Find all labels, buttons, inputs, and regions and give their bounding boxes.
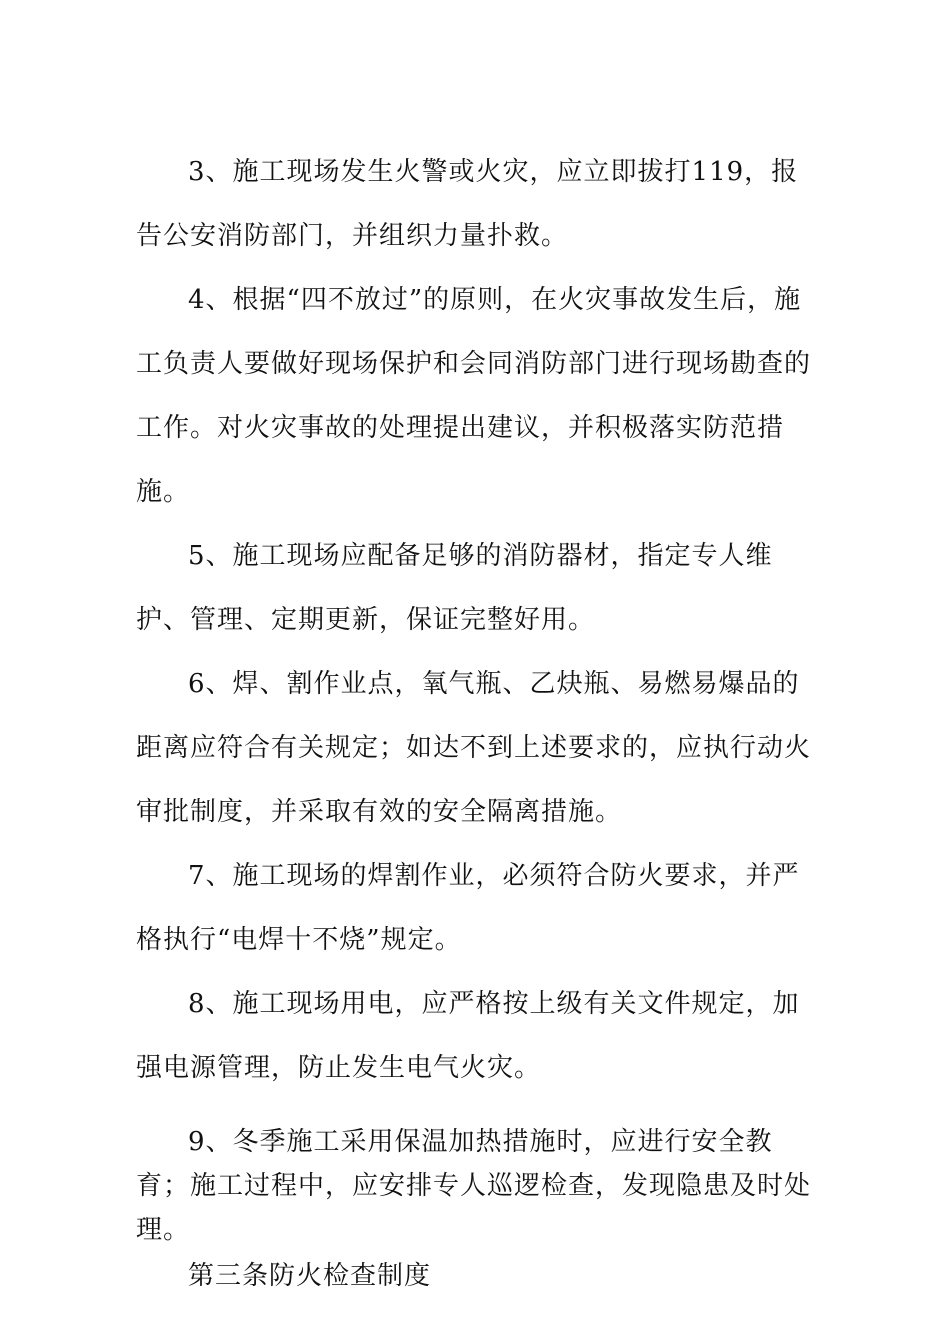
paragraph-item-9: 9、冬季施工采用保温加热措施时，应进行安全教育；施工过程中，应安排专人巡逻检查，发现隐患及时处理。 (136, 1127, 812, 1245)
paragraph-item-6: 6、焊、割作业点，氧气瓶、乙炔瓶、易燃易爆品的距离应符合有关规定；如达不到上述要求的，应执行动火审批制度，并采取有效的安全隔离措施。 (136, 669, 812, 827)
document-body (136, 140, 814, 1298)
paragraph-item-8: 8、施工现场用电，应严格按上级有关文件规定，加强电源管理，防止发生电气火灾。 (136, 989, 800, 1083)
paragraph-item-5: 5、施工现场应配备足够的消防器材，指定专人维护、管理、定期更新，保证完整好用。 (136, 541, 773, 635)
paragraph-item-3: 3、施工现场发生火警或火灾，应立即拔打119，报告公安消防部门，并组织力量扑救。 (136, 157, 799, 251)
paragraph-item-7: 7、施工现场的焊割作业，必须符合防火要求，并严格执行“电焊十不烧”规定。 (136, 861, 800, 955)
section-heading: 第三条防火检查制度 (188, 1261, 432, 1291)
paragraph-item-4: 4、根据“四不放过”的原则，在火灾事故发生后，施工负责人要做好现场保护和会同消防部门进行现场勘查的工作。对火灾事故的处理提出建议，并积极落实防范措施。 (136, 285, 812, 507)
